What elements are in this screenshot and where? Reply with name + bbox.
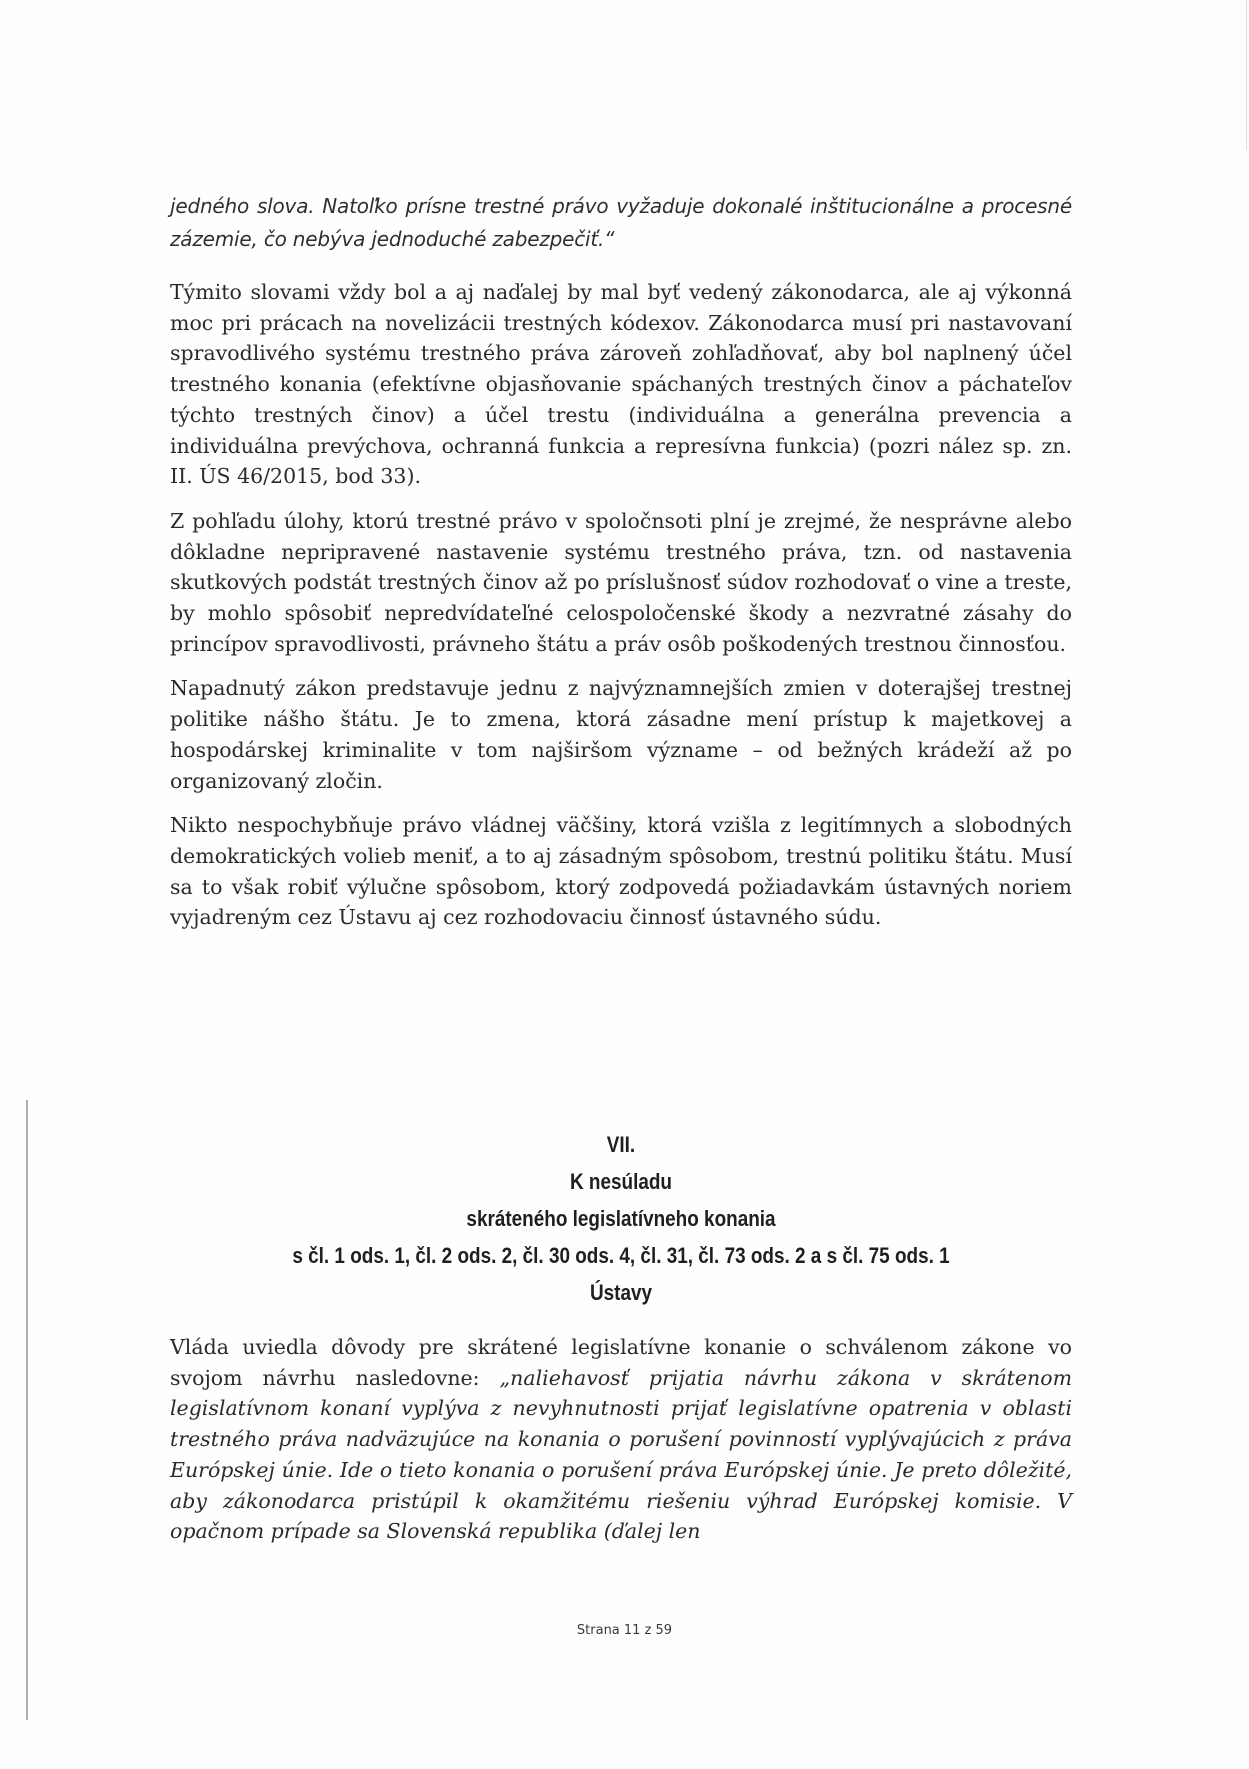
section-paragraph-text — [170, 1332, 1072, 1547]
section-title-line: s čl. 1 ods. 1, čl. 2 ods. 2, čl. 30 ods. 4, čl. 31, čl. 73 ods. 2 a s čl. 75 ods. 1 — [292, 1243, 950, 1268]
quote-continuation — [170, 190, 1072, 256]
body-paragraphs — [170, 277, 1072, 947]
section-title-line: skráteného legislatívneho konania — [466, 1206, 776, 1231]
paragraph: Napadnutý zákon predstavuje jednu z najvýznamnejších zmien v doterajšej trestnej politike nášho štátu. Je to zmena, ktorá zásadne mení prístup k majetkovej a hospodárskej kriminalite v tom najširšom význame – od bežných krádeží až po organizovaný zločin. — [170, 676, 1072, 793]
government-quote: „naliehavosť prijatia návrhu zákona v skrátenom legislatívnom konaní vyplýva z nevyhnutnosti prijať legislatívne opatrenia v oblasti trestného práva nadväzujúce na konania o porušení povinností vyplývajúcich z práva Európskej únie. Ide o tieto konania o porušení práva Európskej únie. Je preto dôležité, aby zákonodarca pristúpil k okamžitému riešeniu výhrad Európskej komisie. V opačnom prípade sa Slovenská republika (ďalej len — [170, 1365, 1073, 1544]
section-paragraph — [170, 1332, 1072, 1547]
page-number: Strana 11 z 59 — [576, 1623, 673, 1638]
section-paragraph-intro: Vláda uviedla dôvody pre skrátené legislatívne konanie o schválenom zákone vo svojom návrhu nasledovne: — [170, 1335, 1072, 1390]
paragraph: Z pohľadu úlohy, ktorú trestné právo v spoločnsoti plní je zrejmé, že nesprávne alebo dôkladne nepripravené nastavenie systému trestného práva, tzn. od nastavenia skutkových podstát trestných činov až po príslušnosť súdov rozhodovať o vine a treste, by mohlo spôsobiť nepredvídateľné celospoločenské škody a nezvratné zásahy do princípov spravodlivosti, právneho štátu a práv osôb poškodených trestnou činnosťou. — [170, 508, 1072, 656]
paragraph: Nikto nespochybňuje právo vládnej väčšiny, ktorá vzišla z legitímnych a slobodných demokratických volieb meniť, a to aj zásadným spôsobom, trestnú politiku štátu. Musí sa to však robiť výlučne spôsobom, ktorý zodpovedá požiadavkám ústavných noriem vyjadreným cez Ústavu aj cez rozhodovaciu činnosť ústavného súdu. — [170, 813, 1072, 930]
paragraph: Týmito slovami vždy bol a aj naďalej by mal byť vedený zákonodarca, ale aj výkonná moc pri prácach na novelizácii trestných kódexov. Zákonodarca musí pri nastavovaní spravodlivého systému trestného práva zároveň zohľadňovať, aby bol naplnený účel trestného konania (efektívne objasňovanie spáchaných trestných činov a páchateľov týchto trestných činov) a účel trestu (individuálna a generálna prevencia a individuálna prevýchova, ochranná funkcia a represívna funkcia) (pozri nález sp. zn. II. ÚS 46/2015, bod 33). — [170, 280, 1072, 489]
section-number: VII. — [606, 1132, 636, 1157]
section-heading — [233, 1126, 1009, 1311]
scan-edge-line-right — [1246, 0, 1247, 150]
section-title-line: K nesúladu — [570, 1169, 672, 1194]
quote-fragment-text: jedného slova. Natoľko prísne trestné právo vyžaduje dokonalé inštitucionálne a procesné zázemie, čo nebýva jednoduché zabezpečiť.“ — [170, 194, 1072, 251]
section-title-line: Ústavy — [589, 1280, 653, 1305]
